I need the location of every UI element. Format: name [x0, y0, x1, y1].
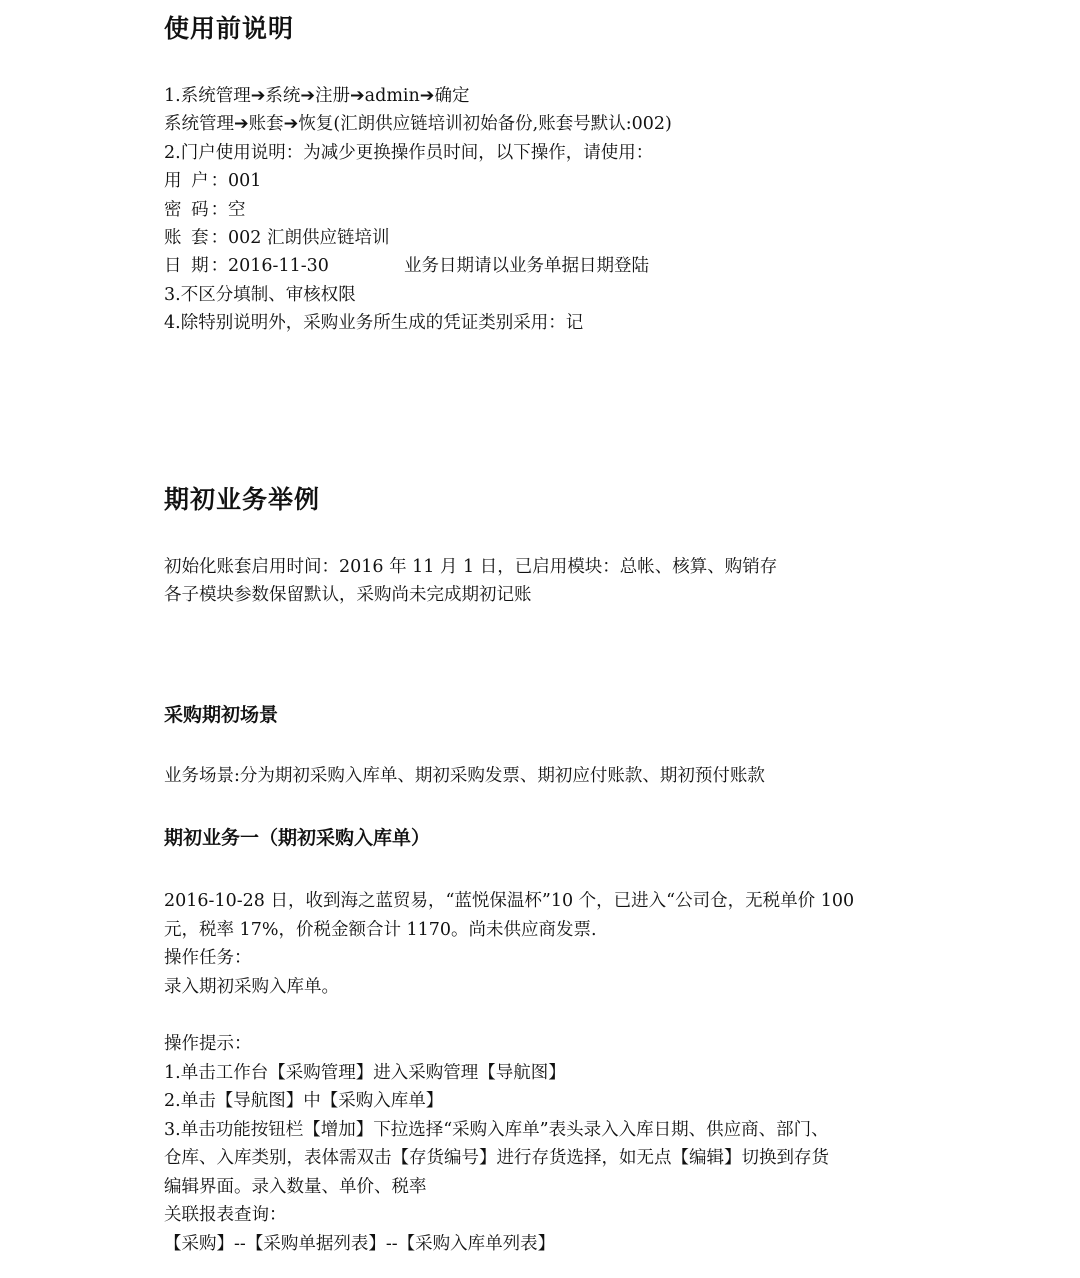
- task-label: 操作任务：: [164, 948, 252, 968]
- init-line1: 初始化账套启用时间：2016 年 11 月 1 日，已启用模块：总帐、核算、购销存: [164, 557, 778, 577]
- spacer: [164, 1001, 854, 1030]
- hint1-line: 1.单击工作台【采购管理】进入采购管理【导航图】: [164, 1062, 566, 1083]
- report-label: 关联报表查询：: [164, 1205, 287, 1225]
- section-title-instructions: 使用前说明: [164, 14, 295, 43]
- user-value: 001: [228, 171, 262, 192]
- section-title-initial-example: 期初业务举例: [164, 485, 321, 514]
- section-title-purchase-scene: 采购期初场景: [164, 704, 279, 726]
- date-label: 日 期：: [164, 256, 231, 277]
- date-row: [164, 252, 672, 280]
- step2-line: 2.门户使用说明：为减少更换操作员时间，以下操作，请使用：: [164, 142, 654, 163]
- step1-line2: 系统管理➔账套➔恢复(汇朗供应链培训初始备份,账套号默认:002): [164, 114, 672, 135]
- task-line: 录入期初采购入库单。: [164, 976, 339, 997]
- business-one-body: [164, 887, 854, 1258]
- desc-line2: 元，税率 17%，价税金额合计 1170。尚未供应商发票.: [164, 919, 597, 940]
- account-row: [164, 224, 672, 252]
- password-label: 密 码：: [164, 199, 231, 220]
- hint3-line1: 3.单击功能按钮栏【增加】下拉选择“采购入库单”表头录入入库日期、供应商、部门、: [164, 1119, 829, 1140]
- password-value: 空: [228, 199, 246, 220]
- user-label: 用 户：: [164, 171, 231, 192]
- report-path: 【采购】--【采购单据列表】--【采购入库单列表】: [164, 1233, 556, 1254]
- init-line2: 各子模块参数保留默认，采购尚未完成期初记账: [164, 585, 532, 606]
- step3-line: 3.不区分填制、审核权限: [164, 284, 356, 305]
- user-row: [164, 167, 672, 195]
- hint3-line3: 编辑界面。录入数量、单价、税率: [164, 1176, 427, 1197]
- step4-line: 4.除特别说明外，采购业务所生成的凭证类别采用：记: [164, 313, 584, 334]
- date-value: 2016-11-30: [228, 256, 329, 277]
- account-label: 账 套：: [164, 227, 231, 248]
- hint3-line2: 仓库、入库类别，表体需双击【存货编号】进行存货选择，如无点【编辑】切换到存货: [164, 1148, 829, 1168]
- section-title-business-one: 期初业务一（期初采购入库单）: [164, 827, 431, 849]
- initial-example-body: [164, 553, 777, 610]
- account-value: 002 汇朗供应链培训: [228, 227, 390, 248]
- instructions-body: [164, 82, 672, 338]
- scene-line: 业务场景:分为期初采购入库单、期初采购发票、期初应付账款、期初预付账款: [164, 766, 765, 786]
- hint-label: 操作提示：: [164, 1034, 252, 1054]
- step1-line1: 1.系统管理➔系统➔注册➔admin➔确定: [164, 86, 470, 106]
- purchase-scene-body: [164, 762, 765, 790]
- date-note: 业务日期请以业务单据日期登陆: [404, 256, 649, 277]
- password-row: [164, 196, 672, 224]
- desc-line1: 2016-10-28 日，收到海之蓝贸易，“蓝悦保温杯”10 个，已进入“公司仓，无税单价 100: [164, 891, 855, 911]
- hint2-line: 2.单击【导航图】中【采购入库单】: [164, 1091, 444, 1111]
